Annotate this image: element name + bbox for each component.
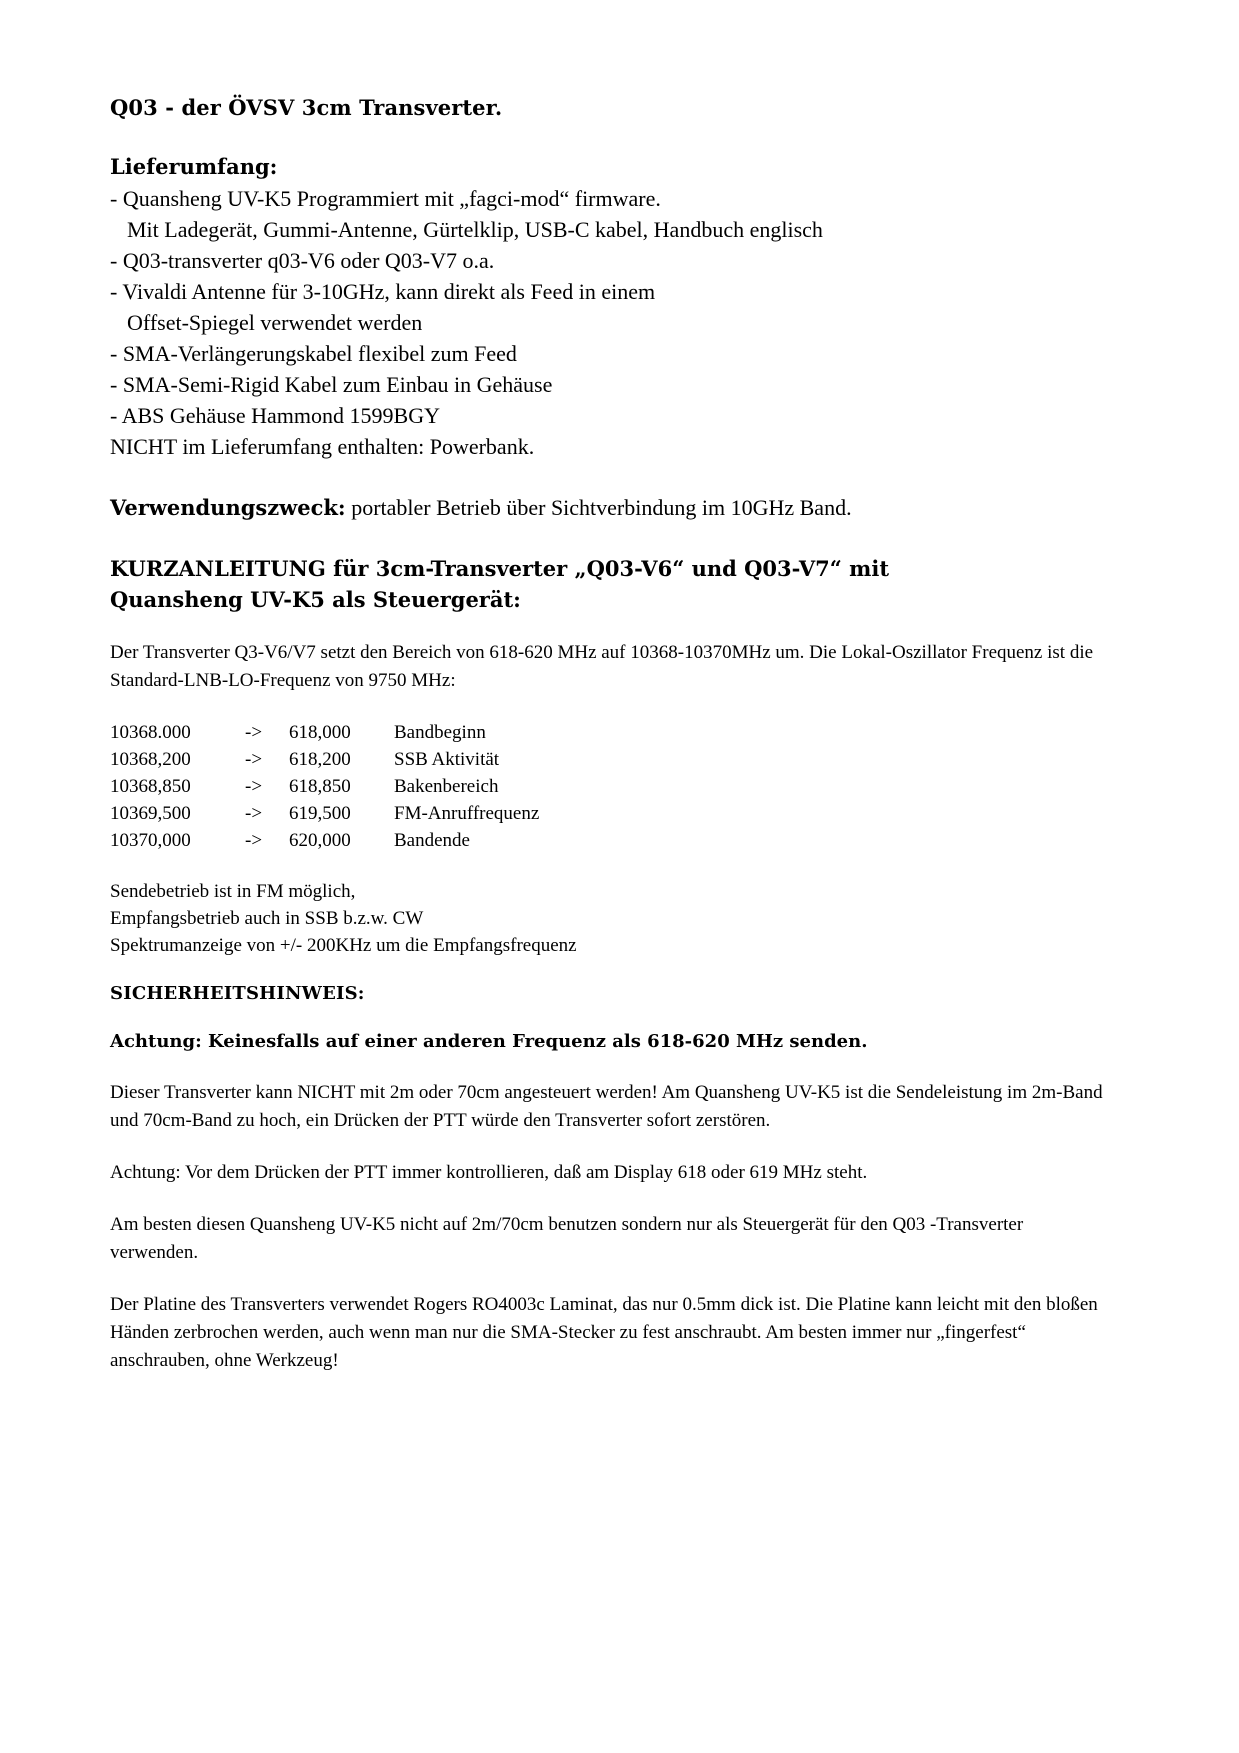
cell-rf: 10368,850 [110,776,191,797]
table-row [110,773,539,800]
spacer [110,695,1110,719]
safety-paragraph: Achtung: Vor dem Drücken der PTT immer kontrollieren, daß am Display 618 oder 619 MHz steht. [110,1162,868,1183]
table-row [110,800,539,827]
table-row [110,827,539,854]
list-item: - ABS Gehäuse Hammond 1599BGY [110,403,440,428]
list-item: NICHT im Lieferumfang enthalten: Powerbank. [110,434,535,459]
mode-note: Sendebetrieb ist in FM möglich, [110,881,356,902]
safety-paragraph: Der Platine des Transverters verwendet Rogers RO4003c Laminat, das nur 0.5mm dick ist. Die Platine kann leicht mit den bloßen Händen zerbrochen werden, auch wenn man nur die SMA-Stecker zu fest anschraubt. Am besten immer nur „fingerfest“ anschrauben, ohne Werkzeug! [110,1294,1098,1371]
page-title: Q03 - der ÖVSV 3cm Transverter. [110,95,503,120]
cell-if: 619,500 [289,803,351,824]
list-item: - SMA-Verlängerungskabel flexibel zum Feed [110,341,517,366]
table-row [110,746,539,773]
list-item: - Vivaldi Antenne für 3-10GHz, kann direkt als Feed in einem [110,279,656,304]
quickguide-heading-line2: Quansheng UV-K5 als Steuergerät: [110,587,521,612]
cell-arrow: -> [245,803,263,824]
quickguide-intro: Der Transverter Q3-V6/V7 setzt den Bereich von 618-620 MHz auf 10368-10370MHz um. Die Lokal-Oszillator Frequenz ist die Standard-LNB-LO-Frequenz von 9750 MHz: [110,642,1094,691]
spacer [110,523,1110,553]
mode-note: Spektrumanzeige von +/- 200KHz um die Empfangsfrequenz [110,935,577,956]
section-heading-lieferumfang: Lieferumfang: [110,154,278,179]
table-row [110,719,539,746]
spacer [110,1135,1110,1159]
spacer [110,1267,1110,1291]
cell-arrow: -> [245,722,263,743]
purpose-text: portabler Betrieb über Sichtverbindung im 10GHz Band. [345,495,852,520]
spacer [110,462,1110,492]
spacer [110,1004,1110,1028]
frequency-table [110,719,539,854]
spacer [110,1187,1110,1211]
lieferumfang-list [110,183,1110,462]
cell-if: 618,850 [289,776,351,797]
cell-if: 618,200 [289,749,351,770]
cell-label: Bandende [394,830,470,851]
list-item: - Q03-transverter q03-V6 oder Q03-V7 o.a. [110,248,495,273]
cell-rf: 10368.000 [110,722,191,743]
spacer [110,1055,1110,1079]
quickguide-heading-line1: KURZANLEITUNG für 3cm-Transverter „Q03-V6“ und Q03-V7“ mit [110,556,890,581]
mode-note: Empfangsbetrieb auch in SSB b.z.w. CW [110,908,424,929]
purpose-label: Verwendungszweck: [110,495,346,520]
cell-label: Bandbeginn [394,722,486,743]
purpose-paragraph [110,492,1110,523]
safety-heading: SICHERHEITSHINWEIS: [110,983,365,1004]
cell-if: 618,000 [289,722,351,743]
list-item: Mit Ladegerät, Gummi-Antenne, Gürtelklip, USB-C kabel, Handbuch englisch [127,217,823,242]
cell-rf: 10369,500 [110,803,191,824]
cell-arrow: -> [245,776,263,797]
spacer [110,959,1110,983]
list-item: Offset-Spiegel verwendet werden [127,310,423,335]
cell-arrow: -> [245,830,263,851]
cell-rf: 10368,200 [110,749,191,770]
cell-if: 620,000 [289,830,351,851]
cell-label: SSB Aktivität [394,749,500,770]
mode-notes [110,878,1110,959]
cell-rf: 10370,000 [110,830,191,851]
spacer [110,854,1110,878]
cell-arrow: -> [245,749,263,770]
list-item: - Quansheng UV-K5 Programmiert mit „fagci-mod“ firmware. [110,186,661,211]
safety-warning: Achtung: Keinesfalls auf einer anderen Frequenz als 618-620 MHz senden. [110,1031,868,1052]
cell-label: Bakenbereich [394,776,499,797]
safety-paragraph: Dieser Transverter kann NICHT mit 2m oder 70cm angesteuert werden! Am Quansheng UV-K5 ist die Sendeleistung im 2m-Band und 70cm-Band zu hoch, ein Drücken der PTT würde den Transverter sofort zerstören. [110,1082,1103,1131]
spacer [110,615,1110,639]
cell-label: FM-Anruffrequenz [394,803,540,824]
list-item: - SMA-Semi-Rigid Kabel zum Einbau in Gehäuse [110,372,553,397]
safety-paragraph: Am besten diesen Quansheng UV-K5 nicht auf 2m/70cm benutzen sondern nur als Steuergerät für den Q03 -Transverter verwenden. [110,1214,1024,1263]
document-body [110,95,1110,1375]
